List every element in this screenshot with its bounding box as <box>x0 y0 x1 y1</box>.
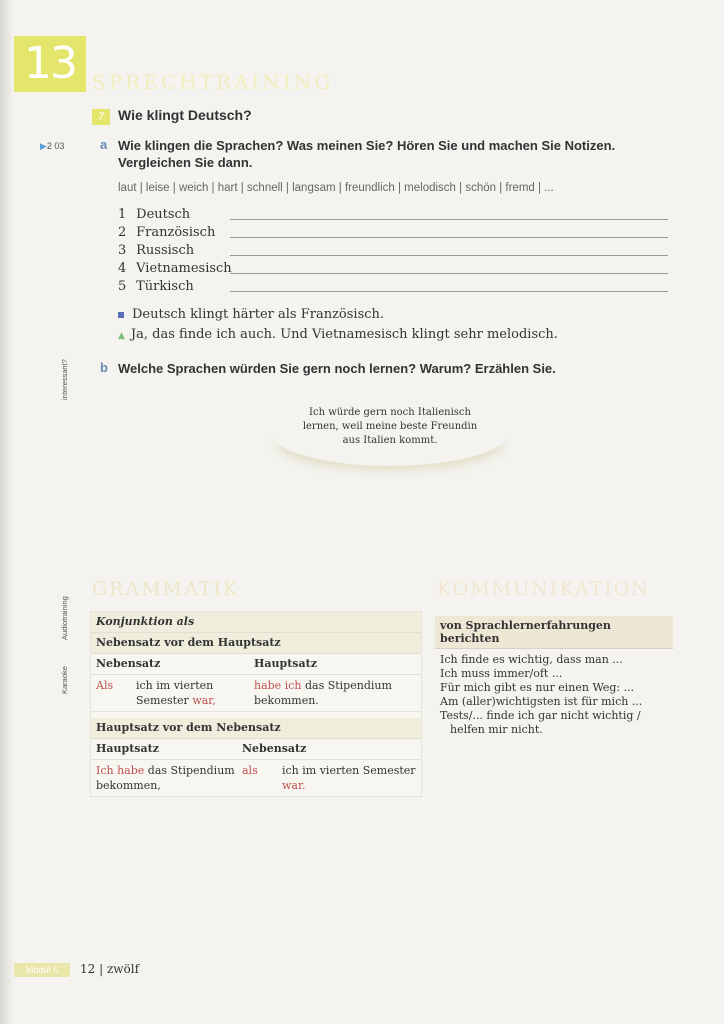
side-label-interessant: interessant? <box>60 359 69 400</box>
side-label-audio[interactable]: Audiotraining <box>60 596 69 640</box>
item-number: 1 <box>118 207 127 222</box>
page-number: 12 | zwölf <box>80 962 140 976</box>
cell <box>136 678 254 708</box>
language-name: Türkisch <box>136 279 194 294</box>
kommunikation-body <box>435 649 673 741</box>
grammatik-heading: GRAMMATIK <box>92 578 240 600</box>
section2-title: Hauptsatz vor dem Nebensatz <box>91 718 421 739</box>
speech-bubble-text <box>280 406 500 448</box>
notes-line[interactable] <box>230 255 668 256</box>
language-name: Russisch <box>136 243 195 258</box>
column-header: Hauptsatz <box>96 742 159 755</box>
item-number: 5 <box>118 279 127 294</box>
phrase: Ich muss immer/oft ... <box>440 667 563 680</box>
dialog-text: Ja, das finde ich auch. Und Vietnamesisch klingt sehr melodisch. <box>130 327 558 342</box>
kommunikation-title: von Sprachlernerfahrungen berichten <box>435 616 673 649</box>
list-item <box>118 206 668 224</box>
bubble-line: aus Italien kommt. <box>342 435 438 446</box>
module-tag: Modul 5 <box>14 963 70 977</box>
cell-text: bekommen, <box>96 779 161 792</box>
language-name: Vietnamesisch <box>136 261 232 276</box>
dialog-line <box>118 305 558 325</box>
verb: Ich habe <box>96 764 145 777</box>
item-number: 4 <box>118 261 127 276</box>
grammar-title: Konjunktion als <box>91 612 421 633</box>
language-name: Deutsch <box>136 207 191 222</box>
square-bullet-icon <box>118 312 124 318</box>
cell-text: das Stipendium <box>144 764 235 777</box>
part-b-instruction: Welche Sprachen würden Sie gern noch lernen? Warum? Erzählen Sie. <box>118 361 556 376</box>
grammar-table <box>90 611 422 797</box>
verb: habe ich <box>254 679 302 692</box>
kommunikation-box <box>435 616 673 741</box>
language-list <box>118 206 668 296</box>
column-header: Nebensatz <box>96 657 161 670</box>
verb: war. <box>282 779 306 792</box>
cell-text: ich im vierten <box>136 679 214 692</box>
example-dialog <box>118 305 558 346</box>
bubble-line: lernen, weil meine beste Freundin <box>302 421 478 432</box>
exercise-number: 7 <box>92 109 110 125</box>
language-name: Französisch <box>136 225 216 240</box>
notes-line[interactable] <box>230 219 668 220</box>
audio-track[interactable] <box>40 141 64 152</box>
page-spine <box>0 0 14 1024</box>
cell <box>254 678 392 708</box>
phrase: Tests/... finde ich gar nicht wichtig / <box>440 709 641 722</box>
bubble-line: Ich würde gern noch Italienisch <box>309 407 471 418</box>
list-item <box>118 224 668 242</box>
part-b-letter: b <box>100 360 108 375</box>
phrase: helfen mir nicht. <box>450 723 543 736</box>
exercise-title: Wie klingt Deutsch? <box>118 107 252 123</box>
conjunction: Als <box>96 679 114 692</box>
section1-columns <box>91 654 421 675</box>
side-label-karaoke[interactable]: Karaoke <box>60 666 69 694</box>
list-item <box>118 278 668 296</box>
notes-line[interactable] <box>230 273 668 274</box>
item-number: 3 <box>118 243 127 258</box>
kommunikation-heading: KOMMUNIKATION <box>437 578 650 600</box>
notes-line[interactable] <box>230 237 668 238</box>
table-row <box>91 675 421 712</box>
audio-track-label: 2 03 <box>46 141 65 151</box>
cell <box>282 763 416 793</box>
instruction-line: Wie klingen die Sprachen? Was meinen Sie? Hören Sie und machen Sie Notizen. <box>118 138 616 153</box>
notes-line[interactable] <box>230 291 668 292</box>
dialog-text: Deutsch klingt härter als Französisch. <box>132 307 385 322</box>
instruction-line: Vergleichen Sie dann. <box>118 155 253 170</box>
cell <box>96 763 242 793</box>
play-icon: ▶ <box>40 141 47 151</box>
chapter-number: 13 <box>14 36 86 92</box>
column-header: Nebensatz <box>242 742 307 755</box>
phrase: Ich finde es wichtig, dass man ... <box>440 653 623 666</box>
section2-columns <box>91 739 421 760</box>
section1-title: Nebensatz vor dem Hauptsatz <box>91 633 421 654</box>
cell-text: das Stipendium <box>301 679 392 692</box>
conjunction: als <box>242 764 258 777</box>
word-bank: laut | leise | weich | hart | schnell | langsam | freundlich | melodisch | schön | fremd | ... <box>118 182 554 194</box>
cell-text: ich im vierten Semester <box>282 764 416 777</box>
cell-text: bekommen. <box>254 694 319 707</box>
phrase: Für mich gibt es nur einen Weg: ... <box>440 681 635 694</box>
dialog-line <box>118 325 558 346</box>
part-a-letter: a <box>100 137 108 152</box>
phrase: Am (aller)wichtigsten ist für mich ... <box>440 695 643 708</box>
part-a-instruction <box>118 137 615 171</box>
section-heading: SPRECHTRAINING <box>92 70 334 94</box>
triangle-bullet-icon: ▲ <box>118 331 125 341</box>
verb: war, <box>192 694 216 707</box>
cell-text: Semester <box>136 694 193 707</box>
table-row <box>91 760 421 796</box>
column-header: Hauptsatz <box>254 657 317 670</box>
item-number: 2 <box>118 225 127 240</box>
list-item <box>118 260 668 278</box>
list-item <box>118 242 668 260</box>
